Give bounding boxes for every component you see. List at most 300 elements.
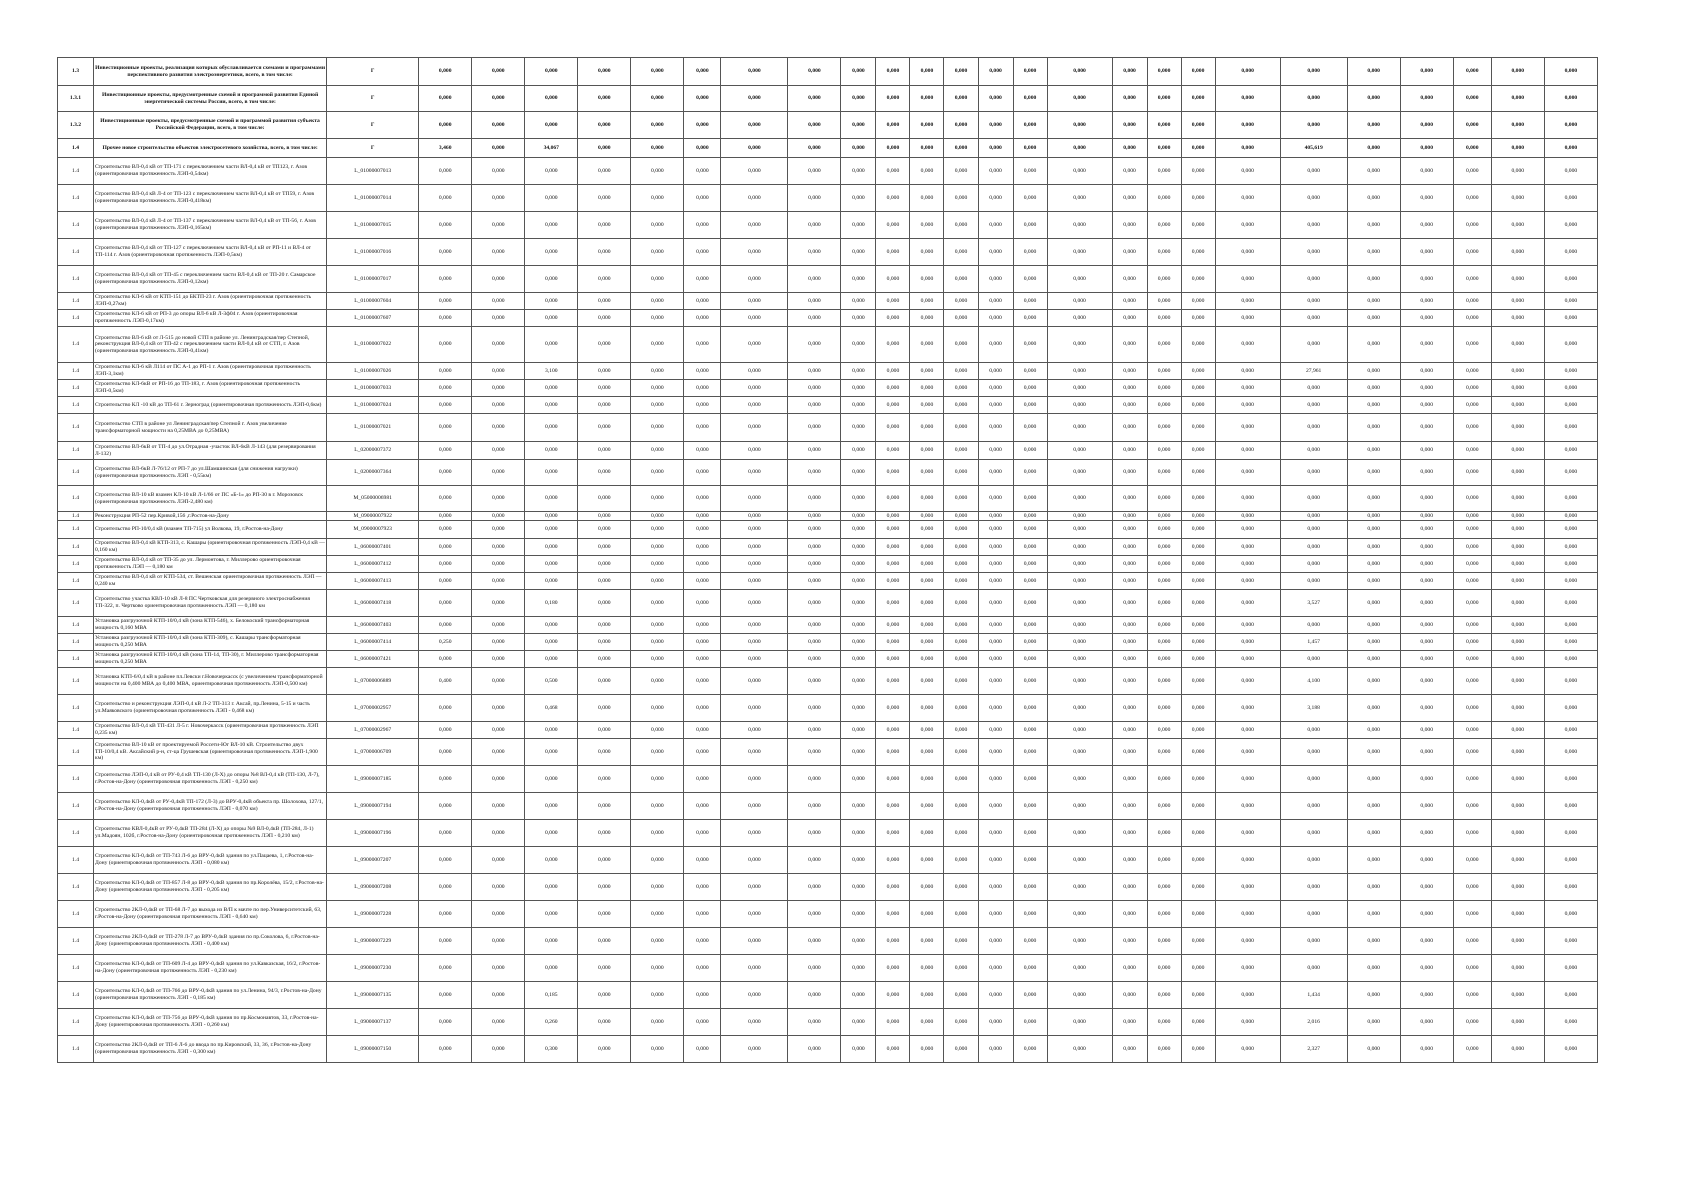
value-cell: 0,000 [1215, 86, 1280, 112]
value-cell: 0,000 [944, 982, 978, 1009]
value-cell: 0,000 [721, 928, 788, 955]
value-cell: 0,000 [1112, 397, 1147, 414]
value-cell: 0,000 [1013, 86, 1047, 112]
value-cell: 0,000 [1347, 874, 1400, 901]
value-cell: 0,000 [472, 460, 525, 486]
value-cell: 0,000 [1147, 739, 1181, 766]
value-cell: 0,000 [1147, 112, 1181, 139]
value-cell: 0,000 [1181, 739, 1215, 766]
value-cell: 0,000 [1047, 739, 1112, 766]
value-cell: 0,000 [1013, 380, 1047, 397]
value-cell: 0,000 [788, 766, 841, 793]
value-cell: 0,000 [944, 460, 978, 486]
value-cell: 0,000 [1215, 521, 1280, 539]
value-cell: 0,000 [1280, 442, 1347, 460]
value-cell: 0,000 [419, 739, 472, 766]
value-cell: 0,000 [1491, 573, 1544, 590]
table-row [58, 112, 1598, 139]
value-cell: 0,000 [1544, 380, 1597, 397]
project-code: L_01000007607 [327, 310, 419, 327]
value-cell: 0,000 [1280, 739, 1347, 766]
value-cell: 0,000 [944, 668, 978, 695]
value-cell: 0,000 [1544, 442, 1597, 460]
value-cell: 0,000 [1280, 380, 1347, 397]
value-cell: 0,000 [578, 556, 631, 573]
value-cell: 0,000 [1453, 310, 1491, 327]
value-cell: 0,000 [684, 634, 721, 651]
value-cell: 0,000 [1453, 766, 1491, 793]
value-cell: 0,000 [1181, 556, 1215, 573]
row-index: 1.4 [58, 928, 94, 955]
value-cell: 0,000 [1112, 414, 1147, 442]
value-cell: 0,000 [578, 695, 631, 722]
value-cell: 0,000 [684, 327, 721, 363]
value-cell: 0,000 [1181, 901, 1215, 928]
value-cell: 0,000 [788, 86, 841, 112]
value-cell: 0,000 [472, 739, 525, 766]
value-cell: 0,000 [876, 651, 910, 668]
value-cell: 0,000 [1112, 820, 1147, 847]
value-cell: 0,000 [1544, 185, 1597, 212]
value-cell: 0,000 [1347, 722, 1400, 739]
project-name: Строительство ВЛ-0,4 кВ ТП-431 Л-5 г. Новочеркасск (ориентировочная протяженность ЛЭП 0,235 км) [94, 722, 327, 739]
value-cell: 0,000 [910, 556, 944, 573]
value-cell: 0,000 [1544, 327, 1597, 363]
value-cell: 0,000 [788, 739, 841, 766]
value-cell: 0,000 [684, 766, 721, 793]
value-cell: 0,000 [684, 185, 721, 212]
value-cell: 0,000 [841, 460, 876, 486]
value-cell: 0,000 [1544, 112, 1597, 139]
value-cell: 0,000 [1347, 185, 1400, 212]
value-cell: 0,000 [419, 539, 472, 556]
value-cell: 0,000 [1047, 239, 1112, 266]
value-cell: 0,000 [1400, 158, 1453, 185]
value-cell: 0,000 [978, 573, 1013, 590]
value-cell: 0,000 [1400, 442, 1453, 460]
value-cell: 0,000 [1181, 573, 1215, 590]
value-cell: 0,000 [525, 820, 578, 847]
value-cell: 0,000 [631, 556, 684, 573]
table-row [58, 793, 1598, 820]
value-cell: 0,000 [876, 668, 910, 695]
row-index: 1.4 [58, 539, 94, 556]
value-cell: 0,000 [578, 112, 631, 139]
table-row [58, 212, 1598, 239]
value-cell: 0,000 [876, 739, 910, 766]
value-cell: 0,000 [684, 512, 721, 521]
value-cell: 0,000 [1400, 1009, 1453, 1036]
value-cell: 0,000 [841, 512, 876, 521]
value-cell: 0,000 [841, 928, 876, 955]
value-cell: 0,000 [1181, 442, 1215, 460]
value-cell: 0,000 [1013, 901, 1047, 928]
value-cell: 0,000 [1453, 556, 1491, 573]
value-cell: 0,000 [1453, 212, 1491, 239]
value-cell: 0,000 [1491, 310, 1544, 327]
value-cell: 0,000 [1453, 397, 1491, 414]
value-cell: 0,000 [841, 363, 876, 380]
project-code: L_06000007403 [327, 617, 419, 634]
value-cell: 0,000 [876, 363, 910, 380]
value-cell: 0,000 [841, 1009, 876, 1036]
value-cell: 0,000 [876, 327, 910, 363]
value-cell: 0,000 [1215, 982, 1280, 1009]
value-cell: 0,000 [1453, 442, 1491, 460]
value-cell: 0,000 [978, 928, 1013, 955]
value-cell: 0,000 [1047, 139, 1112, 158]
value-cell: 0,000 [1453, 512, 1491, 521]
value-cell: 0,000 [1215, 539, 1280, 556]
value-cell: 0,000 [684, 982, 721, 1009]
row-index: 1.4 [58, 363, 94, 380]
value-cell: 0,000 [1491, 86, 1544, 112]
value-cell: 0,000 [1047, 651, 1112, 668]
value-cell: 0,000 [1147, 634, 1181, 651]
value-cell: 0,000 [419, 397, 472, 414]
project-name: Установка разгрузочной КТП-10/0,4 кВ (зона КТП-309), с. Кашары трансформаторная мощность 0,250 МВА [94, 634, 327, 651]
value-cell: 0,000 [1047, 573, 1112, 590]
value-cell: 0,000 [1544, 512, 1597, 521]
value-cell: 0,468 [525, 695, 578, 722]
project-name: Строительство ЛЭП-0,4 кВ от РУ-0,4 кВ ТП-130 (Л-X) до опоры №8 ВЛ-0,4 кВ (ТП-130, Л-7), г.Ростов-на-Дону (ориентировочная протяженность ЛЭП - 0,250 км) [94, 766, 327, 793]
value-cell: 0,000 [1453, 573, 1491, 590]
value-cell: 0,000 [525, 442, 578, 460]
value-cell: 0,000 [472, 112, 525, 139]
value-cell: 0,000 [1400, 556, 1453, 573]
value-cell: 0,000 [1544, 651, 1597, 668]
value-cell: 0,000 [1147, 521, 1181, 539]
table-row [58, 521, 1598, 539]
value-cell: 0,000 [1181, 955, 1215, 982]
value-cell: 0,000 [1013, 668, 1047, 695]
value-cell: 0,000 [1181, 1009, 1215, 1036]
value-cell: 0,000 [1013, 539, 1047, 556]
value-cell: 0,000 [876, 380, 910, 397]
row-index: 1.4 [58, 617, 94, 634]
value-cell: 0,000 [1112, 847, 1147, 874]
value-cell: 0,000 [525, 617, 578, 634]
value-cell: 1,457 [1280, 634, 1347, 651]
value-cell: 0,000 [1400, 512, 1453, 521]
table-row [58, 695, 1598, 722]
value-cell: 0,000 [1181, 266, 1215, 293]
value-cell: 0,000 [1347, 363, 1400, 380]
value-cell: 0,000 [578, 521, 631, 539]
value-cell: 0,000 [1453, 112, 1491, 139]
value-cell: 0,000 [1491, 766, 1544, 793]
value-cell: 0,000 [1491, 1036, 1544, 1063]
value-cell: 0,000 [1215, 1036, 1280, 1063]
value-cell: 0,000 [788, 310, 841, 327]
value-cell: 0,000 [1112, 793, 1147, 820]
project-name: Строительство КЛ-0,4кВ от ТП-766 до ВРУ-0,4кВ здания по ул.Ленина, 94/3, г.Ростов-на-Дону (ориентировочная протяженность ЛЭП - 0,185 км) [94, 982, 327, 1009]
value-cell: 0,000 [631, 634, 684, 651]
table-row [58, 539, 1598, 556]
value-cell: 0,000 [1047, 397, 1112, 414]
value-cell: 0,000 [876, 901, 910, 928]
value-cell: 0,000 [1544, 668, 1597, 695]
value-cell: 0,000 [1347, 901, 1400, 928]
value-cell: 0,000 [419, 185, 472, 212]
value-cell: 0,000 [978, 327, 1013, 363]
value-cell: 0,000 [525, 58, 578, 86]
value-cell: 0,000 [1013, 512, 1047, 521]
row-index: 1.4 [58, 901, 94, 928]
value-cell: 0,000 [876, 239, 910, 266]
value-cell: 34,067 [525, 139, 578, 158]
value-cell: 0,000 [910, 1009, 944, 1036]
value-cell: 0,000 [978, 982, 1013, 1009]
value-cell: 0,000 [944, 414, 978, 442]
value-cell: 0,000 [1280, 239, 1347, 266]
value-cell: 0,000 [525, 266, 578, 293]
value-cell: 0,000 [1181, 139, 1215, 158]
value-cell: 0,000 [631, 874, 684, 901]
value-cell: 0,000 [419, 112, 472, 139]
value-cell: 0,000 [910, 722, 944, 739]
value-cell: 0,000 [631, 414, 684, 442]
value-cell: 0,000 [1453, 239, 1491, 266]
row-index: 1.4 [58, 874, 94, 901]
value-cell: 0,000 [721, 512, 788, 521]
value-cell: 0,000 [1147, 486, 1181, 512]
value-cell: 0,000 [978, 668, 1013, 695]
value-cell: 0,000 [472, 820, 525, 847]
value-cell: 0,000 [1347, 766, 1400, 793]
value-cell: 0,000 [1400, 139, 1453, 158]
table-row [58, 1036, 1598, 1063]
value-cell: 0,000 [1544, 58, 1597, 86]
value-cell: 0,000 [1047, 901, 1112, 928]
value-cell: 0,000 [910, 212, 944, 239]
project-code: L_06000007414 [327, 634, 419, 651]
value-cell: 0,000 [419, 901, 472, 928]
row-index: 1.4 [58, 212, 94, 239]
table-row [58, 820, 1598, 847]
row-index: 1.4 [58, 266, 94, 293]
value-cell: 0,000 [876, 634, 910, 651]
value-cell: 0,000 [684, 442, 721, 460]
value-cell: 0,000 [1013, 310, 1047, 327]
value-cell: 0,000 [1400, 739, 1453, 766]
value-cell: 0,000 [472, 380, 525, 397]
value-cell: 0,000 [721, 722, 788, 739]
value-cell: 0,000 [1400, 239, 1453, 266]
value-cell: 0,000 [1215, 928, 1280, 955]
value-cell: 0,000 [525, 380, 578, 397]
project-code: L_06000007412 [327, 556, 419, 573]
value-cell: 0,000 [721, 139, 788, 158]
value-cell: 0,000 [788, 556, 841, 573]
value-cell: 0,000 [631, 847, 684, 874]
value-cell: 0,000 [1047, 363, 1112, 380]
value-cell: 0,000 [1112, 310, 1147, 327]
value-cell: 0,000 [631, 58, 684, 86]
value-cell: 0,000 [944, 442, 978, 460]
value-cell: 0,000 [841, 668, 876, 695]
value-cell: 0,000 [978, 442, 1013, 460]
value-cell: 0,000 [1047, 512, 1112, 521]
unit-cell: Г [327, 86, 419, 112]
project-code: L_02000007372 [327, 442, 419, 460]
value-cell: 0,000 [1013, 1009, 1047, 1036]
project-code: L_07000002957 [327, 695, 419, 722]
value-cell: 0,000 [721, 414, 788, 442]
value-cell: 0,000 [1544, 363, 1597, 380]
value-cell: 0,000 [631, 397, 684, 414]
value-cell: 0,000 [978, 158, 1013, 185]
project-code: L_01000007013 [327, 158, 419, 185]
value-cell: 0,000 [1013, 363, 1047, 380]
value-cell: 0,000 [910, 793, 944, 820]
value-cell: 0,000 [1047, 86, 1112, 112]
value-cell: 0,000 [978, 793, 1013, 820]
value-cell: 0,000 [978, 86, 1013, 112]
value-cell: 0,000 [684, 1009, 721, 1036]
value-cell: 0,000 [631, 617, 684, 634]
value-cell: 0,000 [788, 239, 841, 266]
value-cell: 0,000 [944, 617, 978, 634]
value-cell: 0,000 [876, 486, 910, 512]
value-cell: 0,000 [1047, 590, 1112, 617]
value-cell: 0,000 [1147, 874, 1181, 901]
value-cell: 0,000 [721, 380, 788, 397]
value-cell: 0,000 [721, 634, 788, 651]
value-cell: 0,000 [472, 539, 525, 556]
value-cell: 0,000 [910, 86, 944, 112]
value-cell: 0,000 [910, 590, 944, 617]
value-cell: 0,000 [1112, 1009, 1147, 1036]
value-cell: 0,000 [944, 739, 978, 766]
row-index: 1.4 [58, 651, 94, 668]
value-cell: 0,000 [1400, 521, 1453, 539]
value-cell: 0,000 [419, 239, 472, 266]
value-cell: 0,000 [876, 617, 910, 634]
value-cell: 0,000 [525, 722, 578, 739]
value-cell: 0,000 [1544, 739, 1597, 766]
value-cell: 0,000 [944, 590, 978, 617]
value-cell: 0,000 [1280, 955, 1347, 982]
value-cell: 0,000 [578, 901, 631, 928]
value-cell: 0,000 [684, 617, 721, 634]
value-cell: 0,000 [578, 158, 631, 185]
value-cell: 0,000 [1400, 695, 1453, 722]
value-cell: 0,000 [876, 112, 910, 139]
row-index: 1.4 [58, 460, 94, 486]
row-index: 1.4 [58, 414, 94, 442]
value-cell: 0,000 [419, 874, 472, 901]
value-cell: 0,000 [1147, 266, 1181, 293]
value-cell: 0,000 [1347, 739, 1400, 766]
value-cell: 0,000 [1544, 414, 1597, 442]
value-cell: 0,000 [788, 266, 841, 293]
project-code: L_09000007208 [327, 874, 419, 901]
value-cell: 0,000 [721, 1036, 788, 1063]
value-cell: 0,000 [472, 651, 525, 668]
row-index: 1.4 [58, 982, 94, 1009]
value-cell: 0,000 [721, 363, 788, 380]
project-code: L_01000007014 [327, 185, 419, 212]
value-cell: 0,000 [1181, 668, 1215, 695]
value-cell: 0,000 [910, 668, 944, 695]
value-cell: 0,000 [841, 722, 876, 739]
value-cell: 0,000 [1147, 651, 1181, 668]
value-cell: 0,000 [721, 590, 788, 617]
value-cell: 0,000 [1112, 363, 1147, 380]
value-cell: 0,000 [525, 634, 578, 651]
value-cell: 0,000 [525, 955, 578, 982]
value-cell: 0,000 [1013, 486, 1047, 512]
value-cell: 0,000 [910, 363, 944, 380]
value-cell: 0,000 [1544, 397, 1597, 414]
value-cell: 0,000 [578, 651, 631, 668]
value-cell: 0,000 [1347, 695, 1400, 722]
value-cell: 0,000 [1347, 86, 1400, 112]
table-row [58, 617, 1598, 634]
value-cell: 0,000 [1280, 901, 1347, 928]
value-cell: 0,000 [525, 874, 578, 901]
value-cell: 0,000 [1544, 486, 1597, 512]
value-cell: 0,000 [1215, 766, 1280, 793]
value-cell: 0,000 [1544, 1036, 1597, 1063]
value-cell: 0,000 [910, 695, 944, 722]
value-cell: 0,000 [1400, 617, 1453, 634]
value-cell: 1,434 [1280, 982, 1347, 1009]
project-code: L_01000007604 [327, 293, 419, 310]
value-cell: 0,000 [910, 928, 944, 955]
value-cell: 0,000 [841, 239, 876, 266]
value-cell: 0,000 [1147, 86, 1181, 112]
value-cell: 0,000 [525, 185, 578, 212]
value-cell: 0,000 [1400, 380, 1453, 397]
value-cell: 0,000 [684, 539, 721, 556]
value-cell: 0,000 [1147, 397, 1181, 414]
value-cell: 0,000 [1215, 695, 1280, 722]
value-cell: 0,000 [1215, 722, 1280, 739]
value-cell: 0,000 [1215, 955, 1280, 982]
value-cell: 0,000 [631, 539, 684, 556]
row-index: 1.4 [58, 512, 94, 521]
value-cell: 0,000 [910, 58, 944, 86]
value-cell: 0,000 [1181, 414, 1215, 442]
row-index: 1.4 [58, 590, 94, 617]
value-cell: 0,000 [578, 139, 631, 158]
row-index: 1.4 [58, 766, 94, 793]
value-cell: 0,000 [419, 310, 472, 327]
value-cell: 0,000 [578, 380, 631, 397]
value-cell: 0,000 [944, 158, 978, 185]
value-cell: 0,000 [1013, 793, 1047, 820]
row-index: 1.4 [58, 327, 94, 363]
project-name: Инвестиционные проекты, реализация которых обуславливается схемами и программами перспективного развития электроэнергетики, всего, в том числе: [94, 58, 327, 86]
value-cell: 0,000 [631, 293, 684, 310]
value-cell: 0,000 [1453, 955, 1491, 982]
value-cell: 0,000 [419, 158, 472, 185]
value-cell: 0,000 [841, 556, 876, 573]
value-cell: 0,000 [472, 928, 525, 955]
value-cell: 0,000 [1147, 695, 1181, 722]
value-cell: 0,000 [1215, 442, 1280, 460]
value-cell: 0,000 [1112, 327, 1147, 363]
project-code: M_09000007922 [327, 512, 419, 521]
value-cell: 3,188 [1280, 695, 1347, 722]
project-name: Строительство 2КЛ-0,4кВ от ТП-68 Л-7 до выхода из В/П к мачте по пер.Университетский, 63, г.Ростов-на-Дону (ориентировочная протяженность ЛЭП - 0,640 км) [94, 901, 327, 928]
value-cell: 0,000 [1544, 617, 1597, 634]
value-cell: 0,000 [1013, 928, 1047, 955]
value-cell: 0,000 [1491, 539, 1544, 556]
value-cell: 0,000 [631, 982, 684, 1009]
